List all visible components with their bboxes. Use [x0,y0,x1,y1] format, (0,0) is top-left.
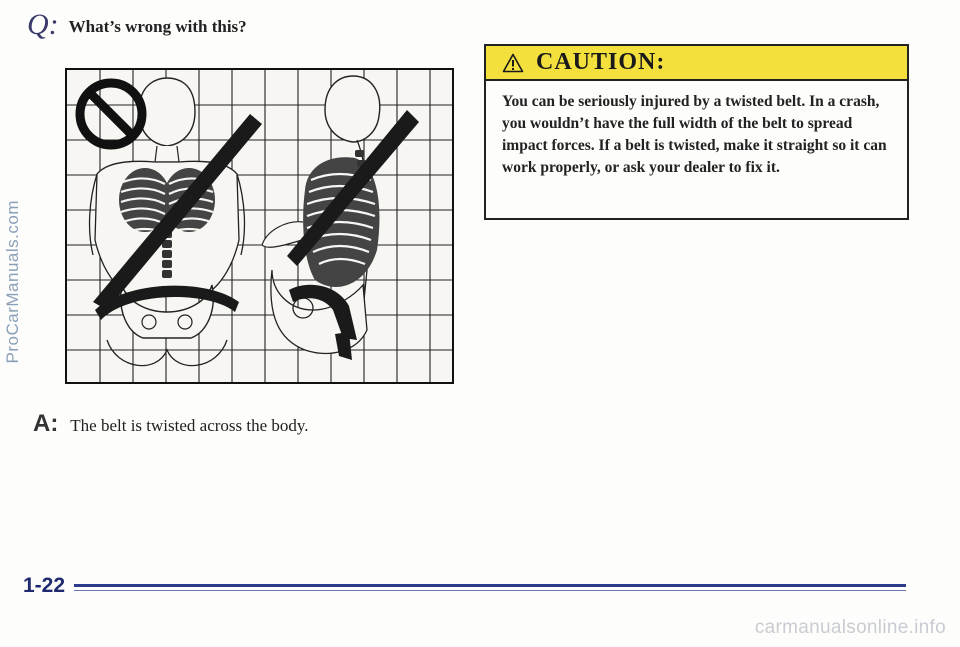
caution-header [486,46,907,81]
twisted-belt-illustration [65,68,454,384]
warning-triangle-icon [502,53,524,73]
answer-mark-label: A: [33,410,59,437]
side-skeleton [262,76,419,360]
footer-rule [74,584,906,594]
front-skeleton [80,78,262,366]
caution-title: CAUTION: [536,49,666,75]
page-number: 1-22 [23,574,66,597]
bottom-watermark: carmanualsonline.info [754,617,946,638]
answer-text: The belt is twisted across the body. [70,416,309,435]
question-text: What’s wrong with this? [68,17,247,36]
answer [33,410,309,438]
skeleton-drawing [67,70,452,382]
question [27,8,247,42]
question-mark-label: Q: [27,8,59,41]
caution-box [484,44,909,220]
caution-text: You can be seriously injured by a twisted belt. In a crash, you wouldn’t have the full width of the belt to spread impact forces. If a belt is twisted, make it straight so it can work properly, or ask your dealer to fix it. [502,93,887,176]
side-watermark [3,200,25,460]
watermark-text: ProCarManuals.com [3,200,22,364]
